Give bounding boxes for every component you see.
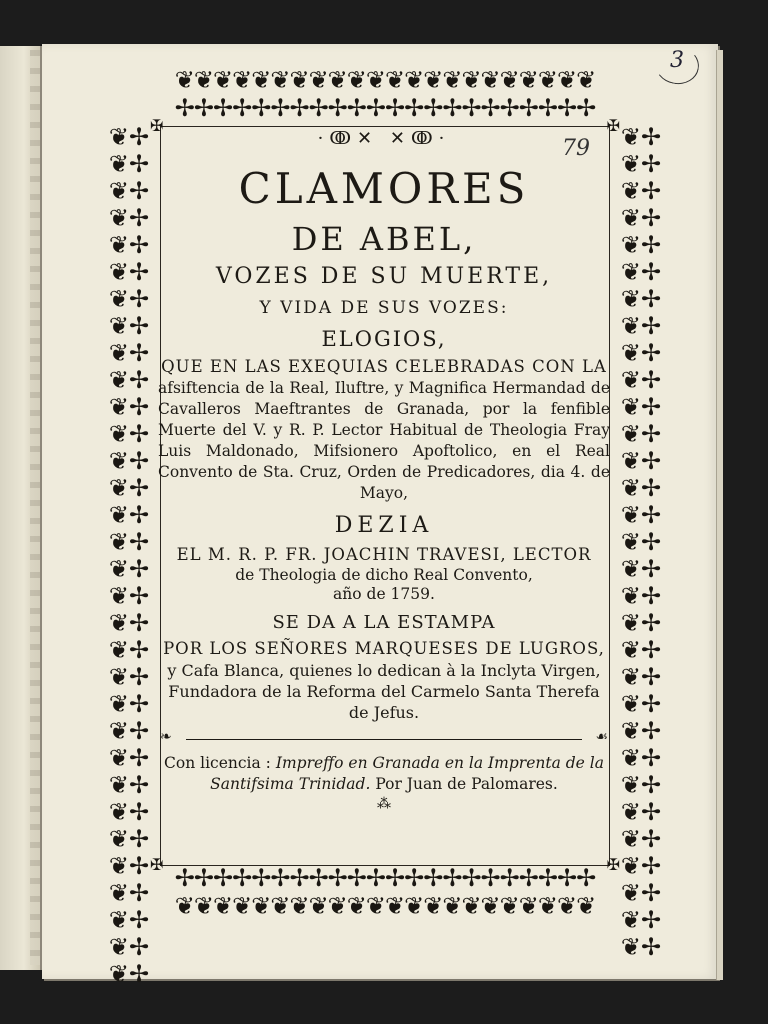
border-glyphs-bottom-2: ❦❦❦❦❦❦❦❦❦❦❦❦❦❦❦❦❦❦❦❦❦❦ xyxy=(174,892,596,920)
border-right-band: ❦✢❦✢❦✢❦✢❦✢❦✢❦✢❦✢❦✢❦✢❦✢❦✢❦✢❦✢❦✢❦✢❦✢❦✢❦✢❦✢❦✢❦✢❦✢❦✢❦✢❦✢❦✢❦✢❦✢❦✢❦✢ xyxy=(620,123,662,961)
border-glyphs-top-2: ✢✢✢✢✢✢✢✢✢✢✢✢✢✢✢✢✢✢✢✢✢✢ xyxy=(174,94,596,122)
author-line-2: de Theologia de dicho Real Convento, xyxy=(235,566,533,584)
folio-mark: 3 xyxy=(670,48,684,73)
rule-line xyxy=(186,739,582,740)
border-glyphs-top: ❦❦❦❦❦❦❦❦❦❦❦❦❦❦❦❦❦❦❦❦❦❦ xyxy=(174,66,596,94)
corner-cross-icon: ✠ xyxy=(150,855,164,874)
title-line-1: CLAMORES xyxy=(238,164,530,213)
imprint-italic: Impreffo en Granada en la Imprenta de la Santifsima Trinidad. xyxy=(210,754,604,793)
border-glyphs-bottom: ✢✢✢✢✢✢✢✢✢✢✢✢✢✢✢✢✢✢✢✢✢✢ xyxy=(174,864,596,892)
page-number: 79 xyxy=(562,136,590,161)
border-bottom-band xyxy=(100,864,670,924)
licencia-text: Con licencia : xyxy=(164,754,271,772)
head-ornament: ·ↂ✕ ✕ↂ· xyxy=(317,128,451,149)
dedication-line-2: y Cafa Blanca, quienes lo dedican à la Inclyta Virgen, Fundadora de la Reforma del Carmelo Santa Therefa de Jefus. xyxy=(167,661,601,722)
author-line-3: año de 1759. xyxy=(333,585,435,603)
border-top-band xyxy=(100,66,670,126)
corner-cross-icon: ✠ xyxy=(150,116,164,135)
border-left-band: ❦✢❦✢❦✢❦✢❦✢❦✢❦✢❦✢❦✢❦✢❦✢❦✢❦✢❦✢❦✢❦✢❦✢❦✢❦✢❦✢❦✢❦✢❦✢❦✢❦✢❦✢❦✢❦✢❦✢❦✢❦✢❦✢ xyxy=(108,123,150,988)
estampa-heading: SE DA A LA ESTAMPA xyxy=(272,612,496,633)
stars-ornament-icon: ⁂ xyxy=(377,796,391,812)
title-line-3: VOZES DE SU MUERTE, xyxy=(215,264,553,289)
title-block xyxy=(156,126,612,813)
dezia-heading: DEZIA xyxy=(334,513,434,538)
corner-cross-icon: ✠ xyxy=(606,116,620,135)
title-line-2: DE ABEL, xyxy=(291,220,477,258)
dedication-line-1: POR LOS SEÑORES MARQUESES DE LUGROS, xyxy=(163,639,605,658)
corner-cross-icon: ✠ xyxy=(606,855,620,874)
title-line-5: ELOGIOS, xyxy=(321,327,447,351)
que-line: QUE EN LAS EXEQUIAS CELEBRADAS CON LA xyxy=(161,357,607,376)
body-paragraph: afsiftencia de la Real, Iluftre, y Magnifica Hermandad de Cavalleros Maeftrantes de Granada, por la fenfible Muerte del V. y R. P. Lector Habitual de Theologia Fray Luis Maldonado, Mifsionero Apoftolico, en el Real Convento de Sta. Cruz, Orden de Predicadores, dia 4. de Mayo, xyxy=(158,379,610,502)
author-line-1: EL M. R. P. FR. JOACHIN TRAVESI, LECTOR xyxy=(176,545,592,564)
page-edge xyxy=(716,50,723,980)
title-line-4: Y VIDA DE SUS VOZES: xyxy=(259,298,509,318)
rule-left-flourish-icon: ❧ xyxy=(160,729,172,745)
divider-rule xyxy=(156,731,612,747)
binding-stitching xyxy=(30,50,40,965)
imprint xyxy=(156,753,612,795)
printer-name: Por Juan de Palomares. xyxy=(375,775,558,793)
rule-right-flourish-icon: ☙ xyxy=(595,729,608,745)
